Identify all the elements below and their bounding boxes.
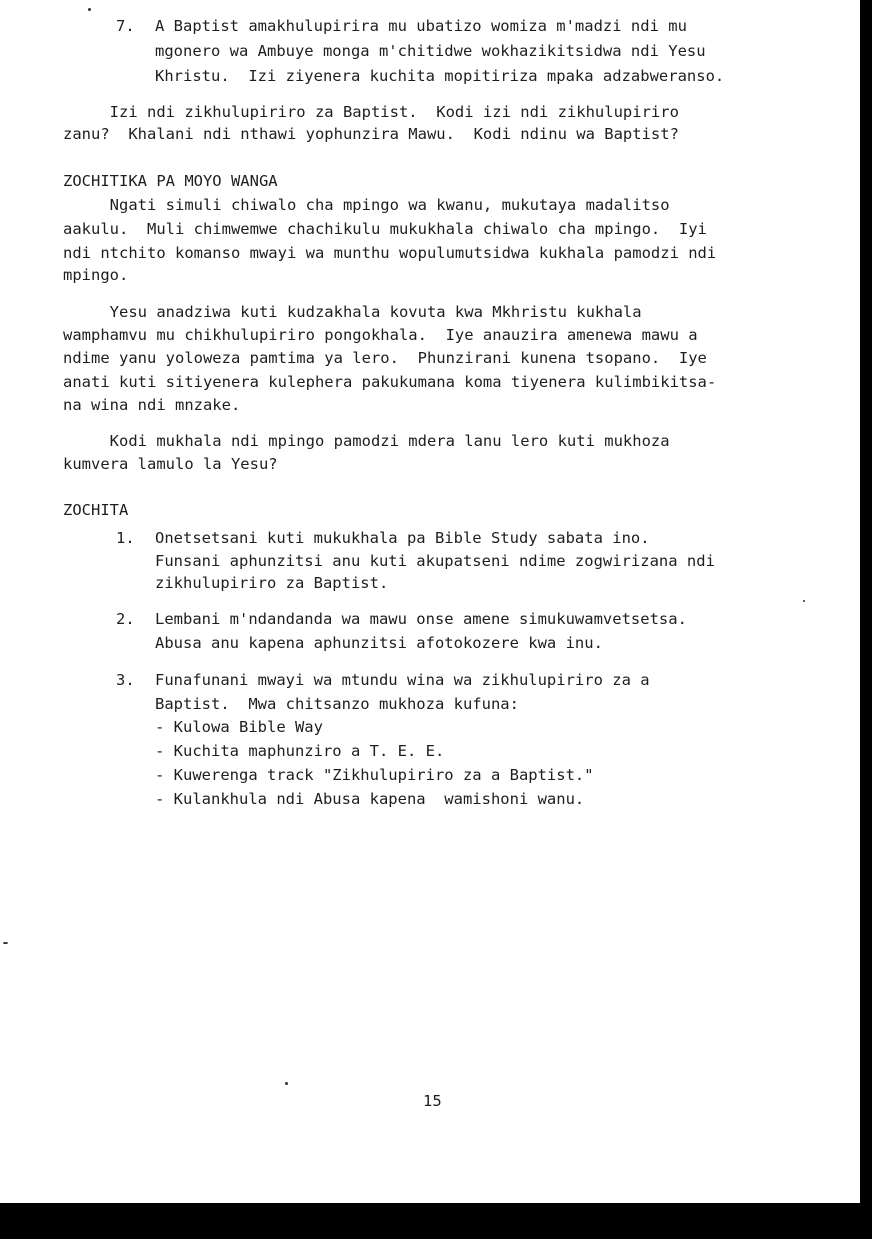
item-7-line: A Baptist amakhulupirira mu ubatizo womiza m'madzi ndi mu <box>155 17 687 35</box>
task-bullet: - Kuwerenga track "Zikhulupiriro za a Baptist." <box>155 766 594 784</box>
task-2-number: 2. <box>116 610 135 628</box>
scan-edge-right <box>860 0 872 1239</box>
page-number: 15 <box>423 1092 442 1110</box>
section-heading: ZOCHITA <box>63 501 129 519</box>
section-heading: ZOCHITIKA PA MOYO WANGA <box>63 172 278 190</box>
item-7-line: mgonero wa Ambuye monga m'chitidwe wokhazikitsidwa ndi Yesu <box>155 42 706 60</box>
task-line: zikhulupiriro za Baptist. <box>155 574 389 592</box>
scan-speck <box>285 1082 288 1085</box>
paragraph-line: wamphamvu mu chikhulupiriro pongokhala. Iye anauzira amenewa mawu a <box>63 326 698 344</box>
paragraph-line: ndi ntchito komanso mwayi wa munthu wopulumutsidwa kukhala pamodzi ndi <box>63 244 717 262</box>
task-line: Baptist. Mwa chitsanzo mukhoza kufuna: <box>155 695 519 713</box>
item-7-number: 7. <box>116 17 135 35</box>
task-line: Onetsetsani kuti mukukhala pa Bible Study sabata ino. <box>155 529 650 547</box>
paragraph-line: ndime yanu yoloweza pamtima ya lero. Phunzirani kunena tsopano. Iye <box>63 349 707 367</box>
paragraph-line: mpingo. <box>63 266 129 284</box>
scan-speck <box>3 942 8 944</box>
task-bullet: - Kulankhula ndi Abusa kapena wamishoni wanu. <box>155 790 585 808</box>
task-bullet: - Kuchita maphunziro a T. E. E. <box>155 742 445 760</box>
item-7-line: Khristu. Izi ziyenera kuchita mopitiriza mpaka adzabweranso. <box>155 67 725 85</box>
paragraph-line: kumvera lamulo la Yesu? <box>63 455 278 473</box>
paragraph-line: Ngati simuli chiwalo cha mpingo wa kwanu, mukutaya madalitso <box>63 196 670 214</box>
paragraph-line: aakulu. Muli chimwemwe chachikulu mukukhala chiwalo cha mpingo. Iyi <box>63 220 707 238</box>
paragraph-line: zanu? Khalani ndi nthawi yophunzira Mawu. Kodi ndinu wa Baptist? <box>63 125 679 143</box>
task-line: Funsani aphunzitsi anu kuti akupatseni ndime zogwirizana ndi <box>155 552 715 570</box>
paragraph-line: Kodi mukhala ndi mpingo pamodzi mdera lanu lero kuti mukhoza <box>63 432 670 450</box>
paragraph-line: Izi ndi zikhulupiriro za Baptist. Kodi izi ndi zikhulupiriro <box>63 103 679 121</box>
task-bullet: - Kulowa Bible Way <box>155 718 323 736</box>
paragraph-line: na wina ndi mnzake. <box>63 396 241 414</box>
task-1-number: 1. <box>116 529 135 547</box>
task-line: Lembani m'ndandanda wa mawu onse amene simukuwamvetsetsa. <box>155 610 687 628</box>
scan-speck <box>803 600 805 602</box>
scan-speck <box>88 8 91 11</box>
task-line: Funafunani mwayi wa mtundu wina wa zikhulupiriro za a <box>155 671 650 689</box>
paragraph-line: Yesu anadziwa kuti kudzakhala kovuta kwa Mkhristu kukhala <box>63 303 642 321</box>
task-3-number: 3. <box>116 671 135 689</box>
scan-edge-bottom <box>0 1203 872 1239</box>
paragraph-line: anati kuti sitiyenera kulephera pakukumana koma tiyenera kulimbikitsa- <box>63 373 717 391</box>
task-line: Abusa anu kapena aphunzitsi afotokozere kwa inu. <box>155 634 603 652</box>
